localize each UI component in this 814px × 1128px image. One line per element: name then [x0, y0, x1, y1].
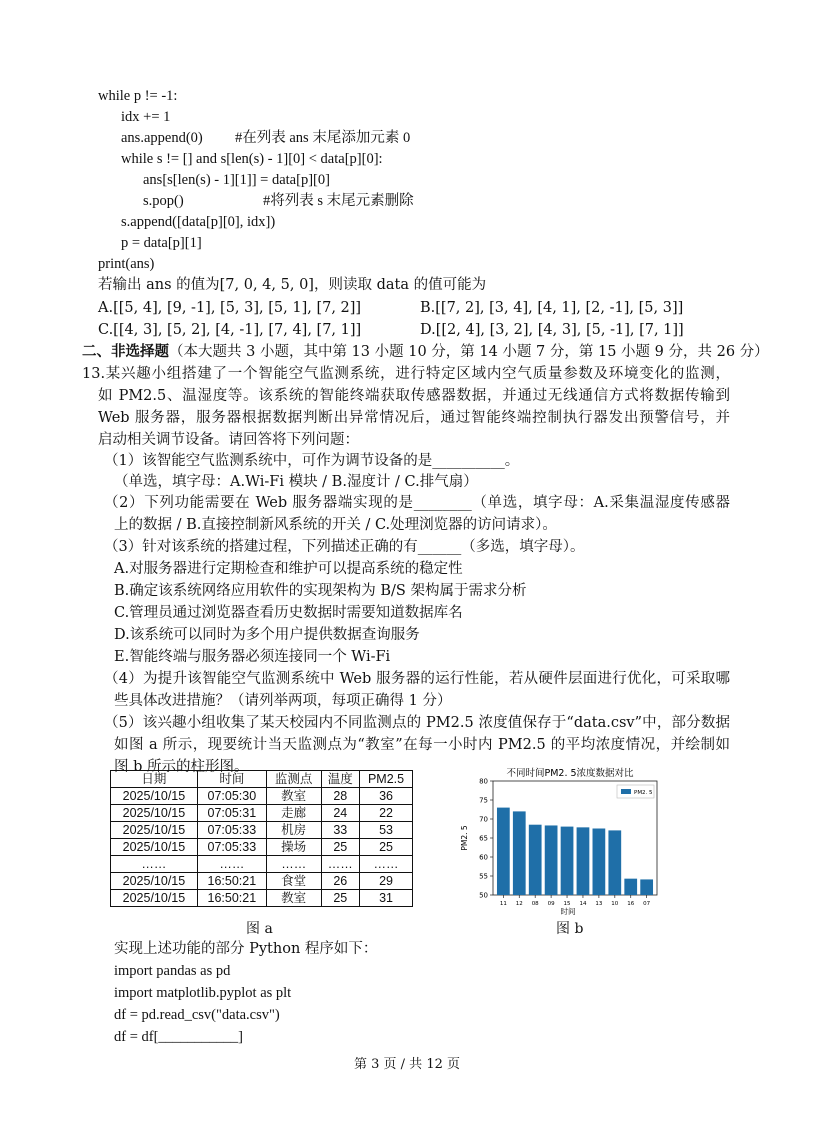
table-cell: 16:50:21	[197, 873, 266, 890]
q13-part2: （2）下列功能需要在 Web 服务器端实现的是________（单选，填字母：A.采集温湿度传感器	[104, 495, 730, 511]
section-heading	[82, 342, 769, 362]
q13-part3-option: E.智能终端与服务器必须连接同一个 Wi-Fi	[114, 649, 391, 665]
table-cell: 31	[360, 890, 413, 907]
table-cell: 29	[360, 873, 413, 890]
code-comment: #在列表 ans 末尾添加元素 0	[235, 130, 411, 146]
table-row	[111, 890, 413, 907]
bar	[608, 830, 621, 895]
figure-b-caption: 图 b	[556, 921, 584, 937]
option-d: D.[[2, 4], [3, 2], [4, 3], [5, -1], [7, 1]]	[420, 322, 684, 338]
table-cell: ……	[360, 856, 413, 873]
table-cell: 07:05:30	[197, 788, 266, 805]
bar	[640, 879, 653, 895]
section-title: 二、非选择题	[82, 343, 169, 360]
q13-part1-choices: （单选，填字母：A.Wi-Fi 模块 / B.湿度计 / C.排气扇）	[114, 474, 478, 490]
table-cell: ……	[321, 856, 360, 873]
pm25-bar-chart	[455, 764, 670, 919]
column-header: 日期	[111, 771, 198, 788]
x-tick-label: 09	[547, 901, 555, 907]
legend-swatch	[621, 789, 631, 794]
table-row	[111, 805, 413, 822]
table-row	[111, 788, 413, 805]
column-header: 温度	[321, 771, 360, 788]
x-axis-label: 时间	[560, 907, 576, 916]
y-tick-label: 55	[479, 872, 488, 881]
q13-part4-cont: 些具体改进措施？（请列举两项，每项正确得 1 分）	[114, 693, 452, 709]
bar	[513, 811, 526, 895]
table-cell: 2025/10/15	[111, 788, 198, 805]
code-line: print(ans)	[98, 256, 155, 272]
table-cell: 33	[321, 822, 360, 839]
table-row	[111, 856, 413, 873]
x-tick-label: 07	[643, 901, 651, 907]
table-cell: 07:05:33	[197, 822, 266, 839]
y-tick-label: 70	[479, 815, 488, 824]
figure-a-caption: 图 a	[246, 921, 273, 937]
table-row	[111, 839, 413, 856]
bar-series	[497, 808, 653, 895]
question-stem: 若输出 ans 的值为[7, 0, 4, 5, 0]，则读取 data 的值可能为	[98, 277, 487, 293]
bar	[593, 829, 606, 896]
bar	[529, 825, 542, 895]
table-header-row	[111, 771, 413, 788]
chart-title: 不同时间PM2. 5浓度数据对比	[506, 768, 634, 779]
option-b: B.[[7, 2], [3, 4], [4, 1], [2, -1], [5, 3]]	[420, 300, 684, 316]
bar	[545, 825, 558, 895]
y-tick-label: 65	[479, 834, 488, 843]
code-comment: #将列表 s 末尾元素删除	[263, 193, 414, 209]
code-line: s.append([data[p][0], idx])	[121, 214, 276, 230]
table-cell: 教室	[266, 788, 321, 805]
x-tick-label: 11	[499, 901, 507, 907]
x-tick-label: 10	[611, 901, 619, 907]
program-intro: 实现上述功能的部分 Python 程序如下：	[114, 941, 378, 957]
x-axis	[500, 895, 651, 907]
code-line: df = pd.read_csv("data.csv")	[114, 1007, 280, 1023]
x-tick-label: 16	[627, 901, 635, 907]
table-cell: 26	[321, 873, 360, 890]
table-cell: 食堂	[266, 873, 321, 890]
x-tick-label: 08	[531, 901, 539, 907]
chart-legend	[617, 785, 654, 798]
page-footer: 第 3 页 / 共 12 页	[354, 1057, 460, 1072]
y-tick-label: 75	[479, 796, 488, 805]
table-cell: 25	[321, 839, 360, 856]
q13-intro-line: 如 PM2.5、温湿度等。该系统的智能终端获取传感器数据，并通过无线通信方式将数据传输到	[98, 388, 730, 404]
table-cell: 2025/10/15	[111, 805, 198, 822]
table-cell: 28	[321, 788, 360, 805]
bar	[624, 879, 637, 895]
code-line: import pandas as pd	[114, 963, 231, 979]
q13-part5-cont: 如图 a 所示，现要统计当天监测点为“教室”在每一小时内 PM2.5 的平均浓度情况，并绘制如	[114, 737, 730, 753]
q13-part3-option: D.该系统可以同时为多个用户提供数据查询服务	[114, 627, 420, 643]
q13-part3-option: C.管理员通过浏览器查看历史数据时需要知道数据库名	[114, 605, 463, 621]
bar	[497, 808, 510, 895]
section-note: （本大题共 3 小题，其中第 13 小题 10 分，第 14 小题 7 分，第 15 小题 9 分，共 26 分）	[169, 344, 769, 360]
table-cell: 2025/10/15	[111, 822, 198, 839]
x-tick-label: 14	[579, 901, 587, 907]
code-line: while p != -1:	[98, 88, 178, 104]
y-tick-label: 50	[479, 891, 488, 900]
option-c: C.[[4, 3], [5, 2], [4, -1], [7, 4], [7, 1]]	[98, 322, 362, 338]
q13-intro-line: 13.某兴趣小组搭建了一个智能空气监测系统，进行特定区域内空气质量参数及环境变化的监测，	[82, 366, 730, 382]
table-cell: ……	[266, 856, 321, 873]
bar	[561, 827, 574, 895]
code-line: df = df[___________]	[114, 1029, 243, 1045]
table-cell: 36	[360, 788, 413, 805]
q13-part1: （1）该智能空气监测系统中，可作为调节设备的是__________。	[104, 453, 520, 469]
code-line: s.pop()	[143, 193, 184, 209]
code-line: ans[s[len(s) - 1][1]] = data[p][0]	[143, 172, 330, 188]
column-header: PM2.5	[360, 771, 413, 788]
table-cell: 25	[321, 890, 360, 907]
table-cell: 2025/10/15	[111, 839, 198, 856]
column-header: 监测点	[266, 771, 321, 788]
table-cell: 2025/10/15	[111, 873, 198, 890]
table-cell: 07:05:33	[197, 839, 266, 856]
table-cell: 机房	[266, 822, 321, 839]
table-cell: 53	[360, 822, 413, 839]
legend-label: PM2. 5	[634, 790, 653, 796]
y-axis-label: PM2. 5	[460, 825, 469, 851]
table-cell: ……	[111, 856, 198, 873]
q13-part2-cont: 上的数据 / B.直接控制新风系统的开关 / C.处理浏览器的访问请求）。	[114, 517, 557, 533]
q13-part5-cont: 图 b 所示的柱形图。	[114, 759, 249, 775]
q13-intro-line: 启动相关调节设备。请回答将下列问题：	[98, 432, 359, 448]
table-cell: 操场	[266, 839, 321, 856]
q13-part5: （5）该兴趣小组收集了某天校园内不同监测点的 PM2.5 浓度值保存于“data.csv”中，部分数据	[104, 715, 730, 731]
code-line: ans.append(0)	[121, 130, 203, 146]
table-cell: 24	[321, 805, 360, 822]
table-cell: 2025/10/15	[111, 890, 198, 907]
data-table	[110, 770, 413, 907]
x-tick-label: 15	[563, 901, 571, 907]
option-a: A.[[5, 4], [9, -1], [5, 3], [5, 1], [7, 2]]	[98, 300, 362, 316]
table-cell: 教室	[266, 890, 321, 907]
q13-part3-option: B.确定该系统网络应用软件的实现架构为 B/S 架构属于需求分析	[114, 583, 527, 599]
x-tick-label: 12	[515, 901, 523, 907]
table-row	[111, 822, 413, 839]
table-cell: 22	[360, 805, 413, 822]
code-line: idx += 1	[121, 109, 171, 125]
y-tick-label: 80	[479, 777, 488, 786]
code-line: import matplotlib.pyplot as plt	[114, 985, 292, 1001]
table-cell: 25	[360, 839, 413, 856]
q13-part3-option: A.对服务器进行定期检查和维护可以提高系统的稳定性	[114, 561, 463, 577]
bar	[577, 827, 590, 895]
code-line: p = data[p][1]	[121, 235, 202, 251]
column-header: 时间	[197, 771, 266, 788]
code-line: while s != [] and s[len(s) - 1][0] < data[p][0]:	[121, 151, 383, 167]
table-cell: 16:50:21	[197, 890, 266, 907]
q13-intro-line: Web 服务器，服务器根据数据判断出异常情况后，通过智能终端控制执行器发出预警信号，并	[98, 410, 730, 426]
table-cell: 走廊	[266, 805, 321, 822]
table-cell: 07:05:31	[197, 805, 266, 822]
q13-part4: （4）为提升该智能空气监测系统中 Web 服务器的运行性能，若从硬件层面进行优化，可采取哪	[104, 671, 730, 687]
q13-part3: （3）针对该系统的搭建过程，下列描述正确的有______（多选，填字母）。	[104, 539, 585, 555]
x-tick-label: 13	[595, 901, 603, 907]
table-cell: ……	[197, 856, 266, 873]
table-row	[111, 873, 413, 890]
y-axis	[479, 778, 493, 900]
y-tick-label: 60	[479, 853, 488, 862]
